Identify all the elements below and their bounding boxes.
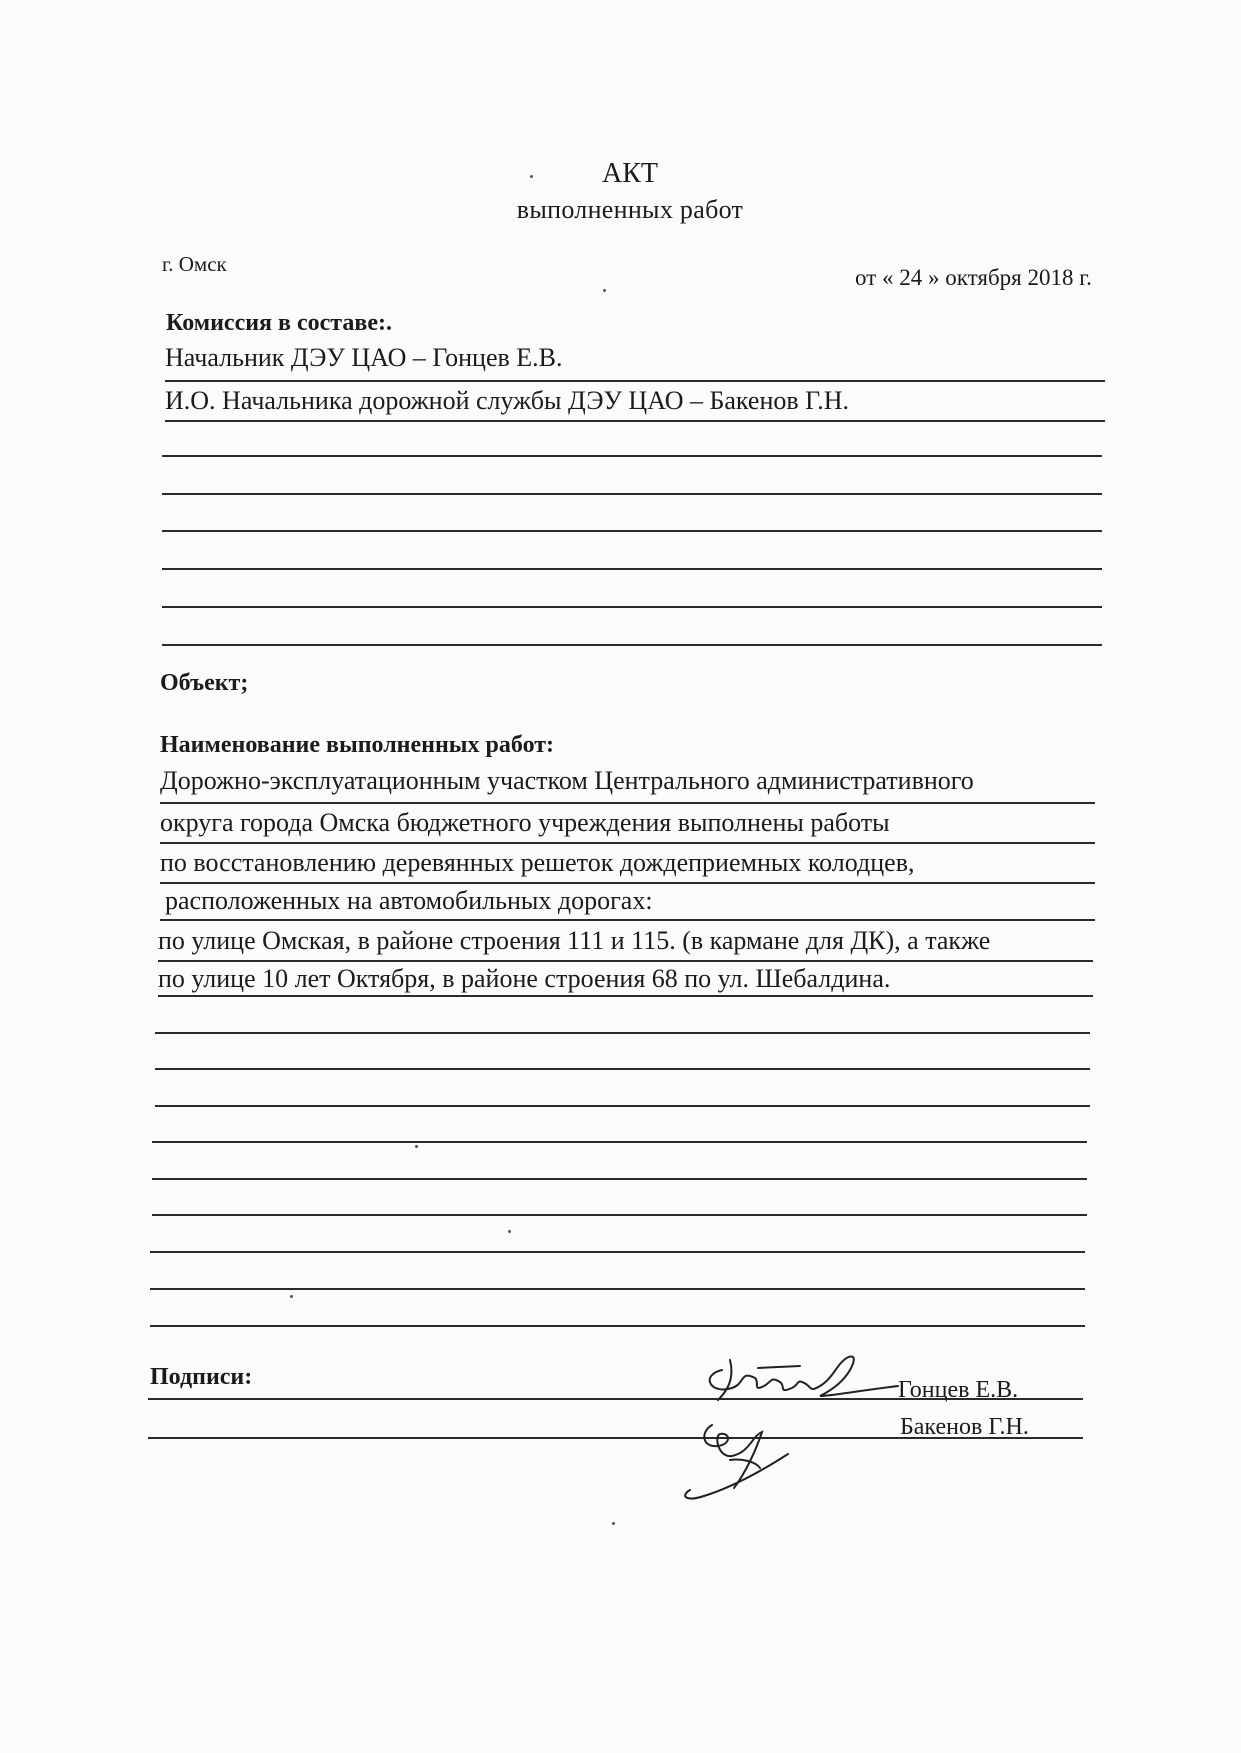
place: г. Омск	[162, 252, 227, 276]
ruled-line	[150, 1325, 1085, 1327]
document-date: от « 24 » октября 2018 г.	[855, 265, 1092, 290]
ruled-line	[160, 919, 1095, 921]
ruled-line	[158, 995, 1093, 997]
scan-speck	[508, 1230, 511, 1233]
scan-speck	[612, 1522, 615, 1525]
works-label: Наименование выполненных работ:	[160, 732, 555, 758]
works-line-6: по улице 10 лет Октября, в районе строения 68 по ул. Шебалдина.	[158, 964, 891, 993]
signatory-name-2: Бакенов Г.Н.	[900, 1414, 1029, 1440]
ruled-line	[155, 1105, 1090, 1107]
ruled-line	[162, 455, 1102, 457]
ruled-line	[150, 1251, 1085, 1253]
ruled-line	[162, 493, 1102, 495]
signatory-name-1: Гонцев Е.В.	[898, 1377, 1019, 1403]
object-label: Объект;	[160, 670, 249, 696]
works-line-4: расположенных на автомобильных дорогах:	[165, 886, 653, 915]
ruled-line	[162, 644, 1102, 646]
document-title: АКТ	[602, 158, 658, 189]
ruled-line	[155, 1068, 1090, 1070]
ruled-line	[152, 1141, 1087, 1143]
ruled-line	[150, 1288, 1085, 1290]
ruled-line	[165, 380, 1105, 382]
handwritten-signatures-icon	[660, 1340, 920, 1510]
commission-label: Комиссия в составе:.	[166, 310, 392, 336]
scan-speck	[603, 289, 606, 292]
commission-member-1: Начальник ДЭУ ЦАО – Гонцев Е.В.	[165, 343, 563, 372]
ruled-line	[160, 882, 1095, 884]
ruled-line	[165, 420, 1105, 422]
works-line-2: округа города Омска бюджетного учреждения выполнены работы	[160, 808, 890, 837]
commission-member-2: И.О. Начальника дорожной службы ДЭУ ЦАО – Бакенов Г.Н.	[165, 386, 850, 415]
scan-speck	[290, 1295, 293, 1298]
scan-speck	[530, 175, 533, 178]
ruled-line	[162, 606, 1102, 608]
works-line-1: Дорожно-эксплуатационным участком Центрального административного	[160, 766, 974, 795]
ruled-line	[160, 842, 1095, 844]
ruled-line	[152, 1178, 1087, 1180]
ruled-line	[162, 530, 1102, 532]
ruled-line	[152, 1214, 1087, 1216]
works-line-3: по восстановлению деревянных решеток дождеприемных колодцев,	[160, 848, 915, 877]
works-line-5: по улице Омская, в районе строения 111 и 115. (в кармане для ДК), а также	[158, 926, 991, 955]
ruled-line	[162, 568, 1102, 570]
signatures-label: Подписи:	[150, 1364, 253, 1390]
ruled-line	[160, 802, 1095, 804]
ruled-line	[158, 960, 1093, 962]
ruled-line	[155, 1032, 1090, 1034]
document-subtitle: выполненных работ	[516, 195, 744, 224]
scan-speck	[415, 1145, 418, 1148]
